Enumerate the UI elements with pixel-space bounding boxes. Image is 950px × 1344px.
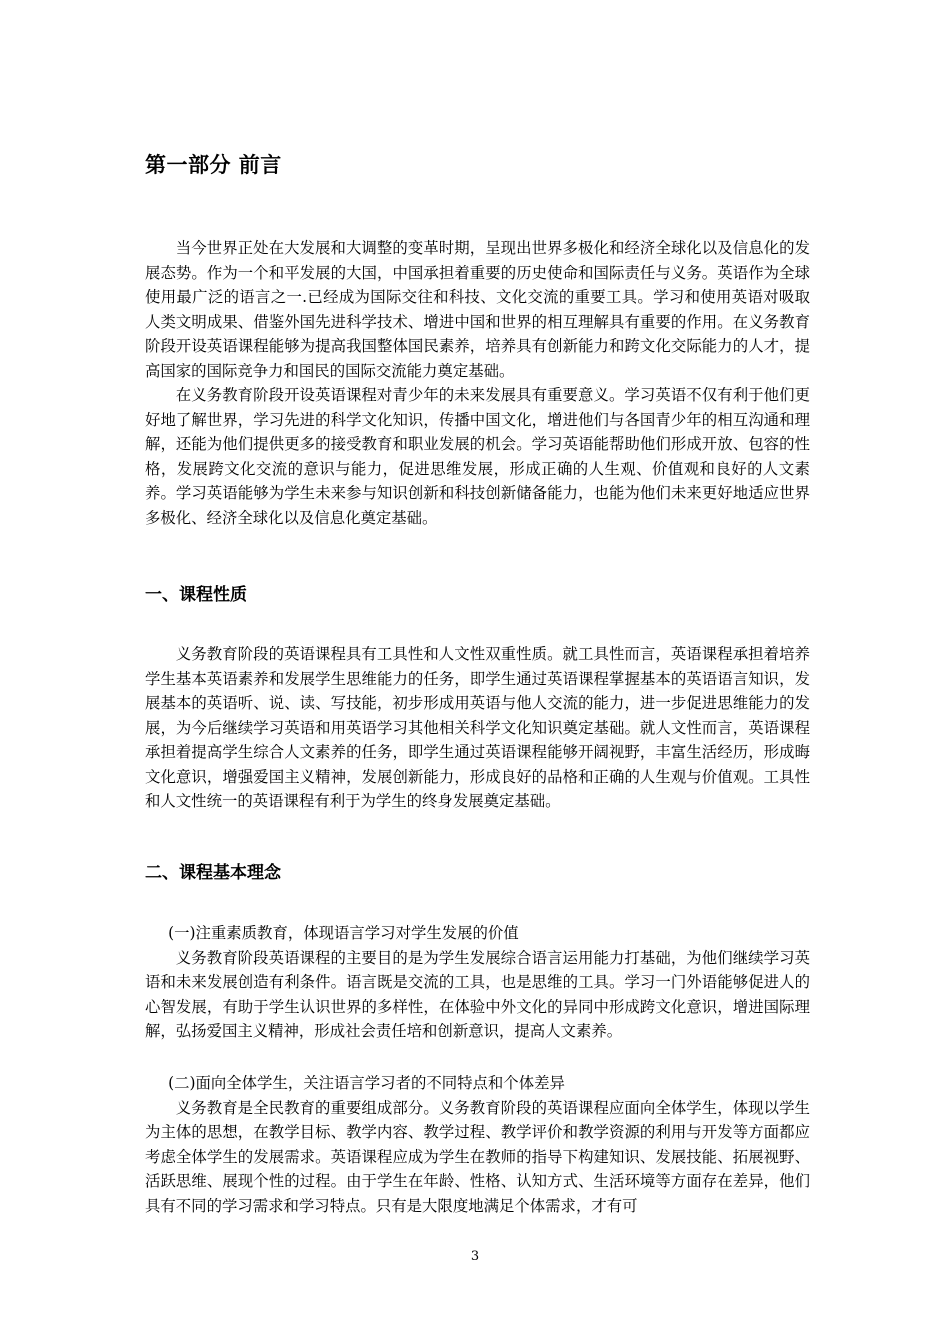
course-nature-paragraph: 义务教育阶段的英语课程具有工具性和人文性双重性质。就工具性而言，英语课程承担着培养学生基本英语素养和发展学生思维能力的任务，即学生通过英语课程掌握基本的英语语言知识，发展基本的英语听、说、读、写技能，初步形成用英语与他人交流的能力，进一步促进思维能力的发展，为今后继续学习英语和用英语学习其他相关科学文化知识奠定基础。就人文性而言，英语课程承担着提高学生综合人文素养的任务，即学生通过英语课程能够开阔视野，丰富生活经历，形成晦文化意识，增强爱国主义精神，发展创新能力，形成良好的品格和正确的人生观与价值观。工具性和人文性统一的英语课程有利于为学生的终身发展奠定基础。 <box>145 645 810 810</box>
part-title: 第一部分 前言 <box>145 153 282 177</box>
concept-heading-2: (二)面向全体学生，关注语言学习者的不同特点和个体差异 <box>168 1074 565 1092</box>
concept-paragraph-2: 义务教育是全民教育的重要组成部分。义务教育阶段的英语课程应面向全体学生，体现以学生为主体的思想，在教学目标、教学内容、教学过程、教学评价和教学资源的利用与开发等方面都应考虑全体学生的发展需求。英语课程应成为学生在教师的指导下构建知识、发展技能、拓展视野、活跃思维、展现个性的过程。由于学生在年龄、性格、认知方式、生活环境等方面存在差异，他们具有不同的学习需求和学习特点。只有是大限度地满足个体需求，才有可 <box>145 1098 810 1215</box>
concept-paragraph-1: 义务教育阶段英语课程的主要目的是为学生发展综合语言运用能力打基础，为他们继续学习英语和未来发展创造有利条件。语言既是交流的工具，也是思维的工具。学习一门外语能够促进人的心智发展，有助于学生认识世界的多样性，在体验中外文化的异同中形成跨文化意识，增进国际理解，弘扬爱国主义精神，形成社会责任培和创新意识，提高人文素养。 <box>145 948 810 1040</box>
concept-item-2 <box>145 1071 810 1218</box>
concept-heading-1: (一)注重素质教育，体现语言学习对学生发展的价值 <box>168 924 519 942</box>
preface-paragraph-1: 当今世界正处在大发展和大调整的变革时期，呈现出世界多极化和经济全球化以及信息化的发展态势。作为一个和平发展的大国，中国承担着重要的历史使命和国际责任与义务。英语作为全球使用最广泛的语言之一.已经成为国际交往和科技、文化交流的重要工具。学习和使用英语对吸取人类文明成果、借鉴外国先进科学技术、增进中国和世界的相互理解具有重要的作用。在义务教育阶段开设英语课程能够为提高我国整体国民素养，培养具有创新能力和跨文化交际能力的人才，提高国家的国际竞争力和国民的国际交流能力奠定基础。 <box>145 239 810 380</box>
section-title-basic-concepts: 二、课程基本理念 <box>145 863 281 883</box>
page-number: 3 <box>470 1249 480 1264</box>
preface-paragraph-2: 在义务教育阶段开设英语课程对青少年的未来发展具有重要意义。学习英语不仅有利于他们更好地了解世界，学习先进的科学文化知识，传播中国文化，增进他们与各国青少年的相互沟通和理解，还能为他们提供更多的接受教育和职业发展的机会。学习英语能帮助他们形成开放、包容的性格，发展跨文化交流的意识与能力，促进思维发展，形成正确的人生观、价值观和良好的人文素养。学习英语能够为学生未来参与知识创新和科技创新储备能力，也能为他们未来更好地适应世界多极化、经济全球化以及信息化奠定基础。 <box>145 386 810 527</box>
course-nature-body <box>145 642 810 814</box>
preface-body <box>145 236 810 530</box>
concept-item-1 <box>145 921 810 1044</box>
section-title-course-nature: 一、课程性质 <box>145 585 247 605</box>
